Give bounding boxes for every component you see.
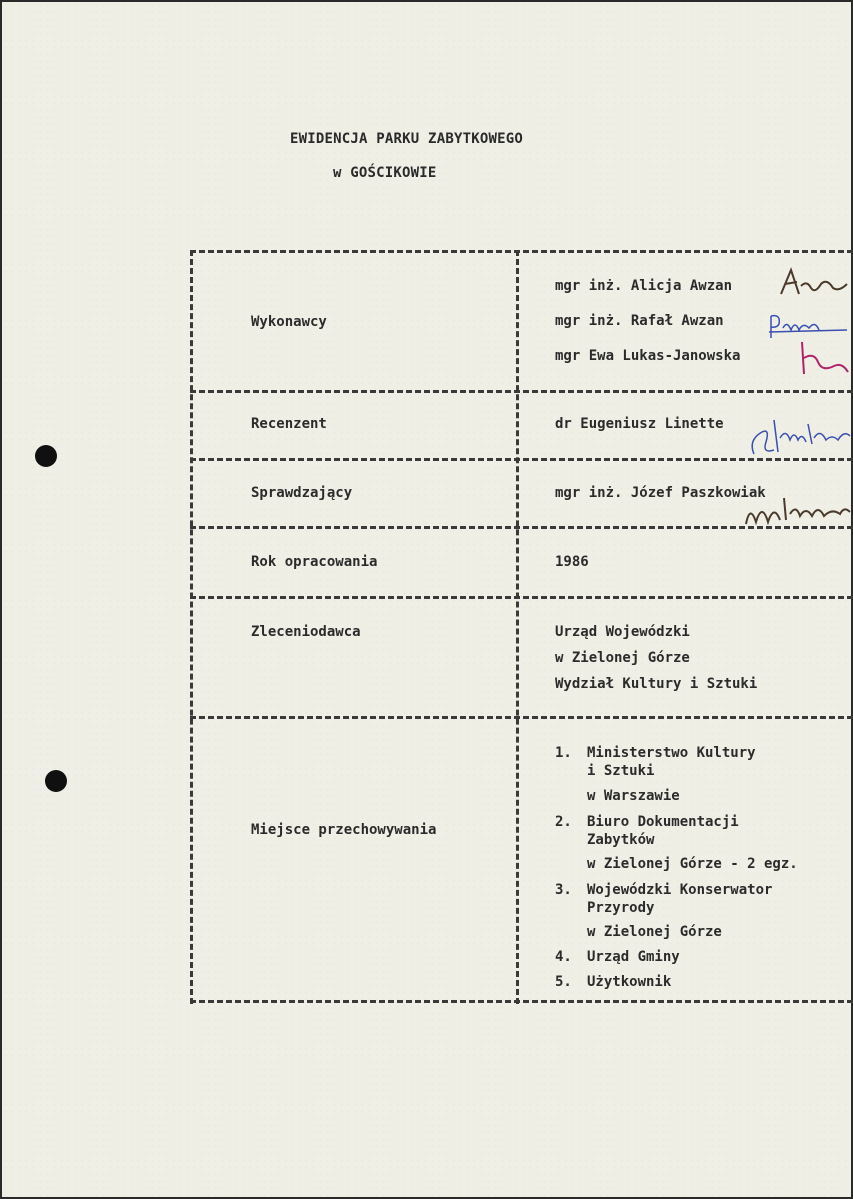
table-rule	[190, 596, 853, 599]
document-title: EWIDENCJA PARKU ZABYTKOWEGO	[290, 131, 523, 147]
checker-name: mgr inż. Józef Paszkowiak	[555, 485, 766, 501]
list-item-line: w Warszawie	[587, 788, 680, 804]
signature-awzan-alicja	[777, 264, 851, 304]
contractor-name: mgr inż. Alicja Awzan	[555, 278, 733, 294]
table-rule	[190, 1000, 853, 1003]
row-label-wykonawcy: Wykonawcy	[251, 314, 327, 330]
row-label-rok: Rok opracowania	[251, 554, 378, 570]
table-rule	[190, 390, 853, 393]
list-item-line: w Zielonej Górze	[587, 924, 722, 940]
list-item-line: Przyrody	[587, 900, 655, 916]
client-line: Wydział Kultury i Sztuki	[555, 676, 758, 692]
year-value: 1986	[555, 554, 589, 570]
list-item-number: 4.	[555, 949, 572, 965]
list-item-number: 1.	[555, 745, 572, 761]
list-item-number: 2.	[555, 814, 572, 830]
list-item-line: Urząd Gminy	[587, 949, 680, 965]
list-item-line: i Sztuki	[587, 763, 655, 779]
punch-hole-bottom	[45, 770, 67, 792]
signature-paszkowiak	[740, 488, 852, 532]
list-item-line: Biuro Dokumentacji	[587, 814, 739, 830]
document-page	[2, 2, 851, 1197]
list-item-line: w Zielonej Górze - 2 egz.	[587, 856, 798, 872]
client-line: w Zielonej Górze	[555, 650, 690, 666]
list-item-line: Ministerstwo Kultury	[587, 745, 756, 761]
table-rule	[190, 250, 853, 253]
signature-lukas-janowska	[792, 338, 852, 380]
table-rule	[190, 716, 853, 719]
row-label-sprawdzajacy: Sprawdzający	[251, 485, 353, 501]
row-label-recenzent: Recenzent	[251, 416, 327, 432]
punch-hole-top	[35, 445, 57, 467]
document-subtitle: w GOŚCIKOWIE	[333, 165, 437, 181]
contractor-name: mgr Ewa Lukas-Janowska	[555, 348, 741, 364]
signature-linette	[744, 410, 852, 462]
list-item-line: Użytkownik	[587, 974, 672, 990]
reviewer-name: dr Eugeniusz Linette	[555, 416, 724, 432]
table-column-rule	[190, 250, 193, 1004]
list-item-line: Wojewódzki Konserwator	[587, 882, 773, 898]
list-item-number: 5.	[555, 974, 572, 990]
row-label-miejsce: Miejsce przechowywania	[251, 822, 437, 838]
list-item-number: 3.	[555, 882, 572, 898]
contractor-name: mgr inż. Rafał Awzan	[555, 313, 724, 329]
table-column-rule	[516, 250, 519, 1004]
row-label-zleceniodawca: Zleceniodawca	[251, 624, 361, 640]
client-line: Urząd Wojewódzki	[555, 624, 690, 640]
list-item-line: Zabytków	[587, 832, 655, 848]
